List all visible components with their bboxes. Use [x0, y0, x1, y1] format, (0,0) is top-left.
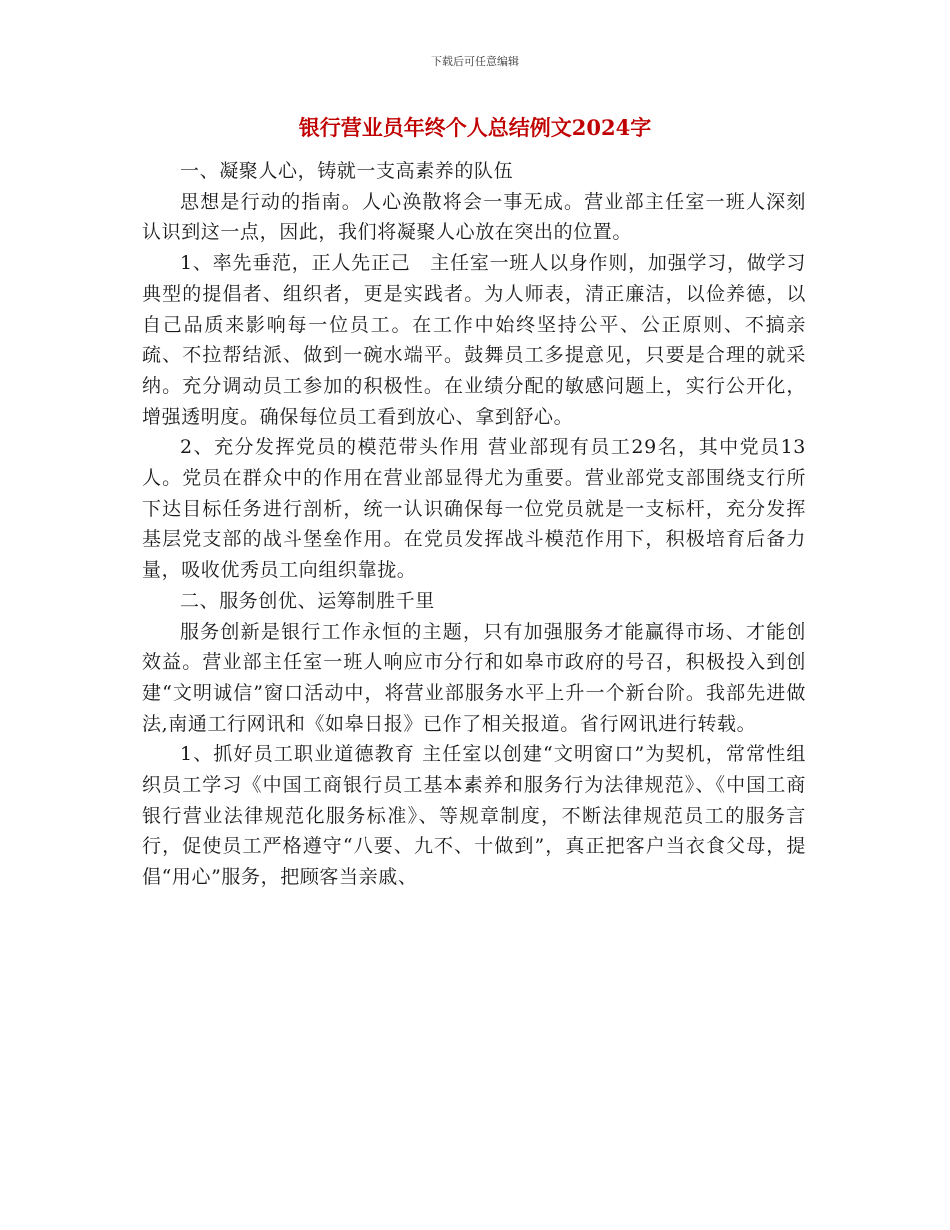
- paragraph: 1、率先垂范，正人先正己 主任室一班人以身作则，加强学习，做学习典型的提倡者、组织者，更是实践者。为人师表，清正廉洁，以俭养德，以自己品质来影响每一位员工。在工作中始终坚持公平、公正原则、不搞亲疏、不拉帮结派、做到一碗水端平。鼓舞员工多提意见，只要是合理的就采纳。充分调动员工参加的积极性。在业绩分配的敏感问题上，实行公开化，增强透明度。确保每位员工看到放心、拿到舒心。: [142, 252, 806, 428]
- paragraph: 1、抓好员工职业道德教育 主任室以创建“文明窗口”为契机，常常性组织员工学习《中国工商银行员工基本素养和服务行为法律规范》、《中国工商银行营业法律规范化服务标准》、等规章制度，不断法律规范员工的服务言行，促使员工严格遵守“八要、九不、十做到”，真正把客户当衣食父母，提倡“用心”服务，把顾客当亲戚、: [142, 743, 806, 889]
- document-body: [142, 156, 806, 893]
- paragraph: 服务创新是银行工作永恒的主题，只有加强服务才能赢得市场、才能创效益。营业部主任室一班人响应市分行和如皋市政府的号召，积极投入到创建“文明诚信”窗口活动中，将营业部服务水平上升一个新台阶。我部先进做法,南通工行网讯和《如皋日报》已作了相关报道。省行网讯进行转载。: [142, 620, 806, 735]
- section-heading-1: 一、凝聚人心，铸就一支高素养的队伍: [180, 160, 514, 182]
- paragraph: 2、充分发挥党员的模范带头作用 营业部现有员工29名，其中党员13人。党员在群众中的作用在营业部显得尤为重要。营业部党支部围绕支行所下达目标任务进行剖析，统一认识确保每一位党员就是一支标杆，充分发挥基层党支部的战斗堡垒作用。在党员发挥战斗模范作用下，积极培育后备力量，吸收优秀员工向组织靠拢。: [142, 436, 806, 582]
- paragraph: 思想是行动的指南。人心涣散将会一事无成。营业部主任室一班人深刻认识到这一点，因此，我们将凝聚人心放在突出的位置。: [142, 190, 806, 244]
- document-title: 银行营业员年终个人总结例文2024字: [298, 115, 652, 140]
- page-header-note: 下载后可任意编辑: [431, 55, 519, 68]
- section-heading-2: 二、服务创优、运筹制胜千里: [180, 589, 435, 612]
